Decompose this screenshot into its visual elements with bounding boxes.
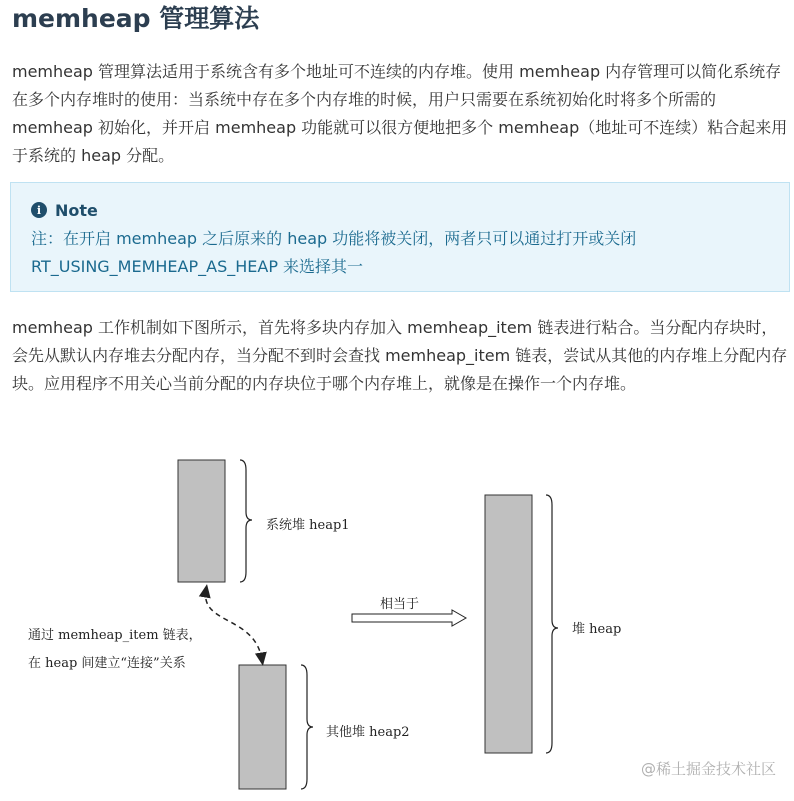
note-title: Note bbox=[55, 200, 98, 220]
combined-heap-label: 堆 heap bbox=[572, 622, 622, 637]
heap2-label: 其他堆 heap2 bbox=[326, 725, 410, 740]
note-header bbox=[31, 197, 769, 223]
info-icon: i bbox=[31, 202, 47, 218]
heap1-label: 系统堆 heap1 bbox=[266, 518, 350, 533]
intro-paragraph: memheap 管理算法适用于系统含有多个地址可不连续的内存堆。使用 memheap 内存管理可以简化系统存在多个内存堆时的使用：当系统中存在多个内存堆的时候，用户只需要在系统初始化时将多个所需的 memheap 初始化，并开启 memheap 功能就可以很方便地把多个 memheap（地址可不连续）粘合起来用于系统的 heap 分配。 bbox=[12, 62, 788, 165]
link-label-line2: 在 heap 间建立“连接”关系 bbox=[28, 656, 186, 671]
heap1-block bbox=[178, 460, 225, 582]
page-title: memheap 管理算法 bbox=[12, 4, 260, 33]
link-label-line1: 通过 memheap_item 链表， bbox=[28, 628, 202, 643]
combined-heap-block bbox=[485, 495, 532, 753]
mechanism-paragraph: memheap 工作机制如下图所示，首先将多块内存加入 memheap_item 链表进行粘合。当分配内存块时，会先从默认内存堆去分配内存，当分配不到时会查找 memheap_item 链表，尝试从其他的内存堆上分配内存块。应用程序不用关心当前分配的内存块位于哪个内存堆上，就像是在操作一个内存堆。 bbox=[12, 318, 788, 393]
heap2-brace bbox=[301, 665, 313, 789]
heap1-brace bbox=[240, 460, 252, 582]
link-arrow bbox=[206, 590, 262, 660]
equivalence-arrow bbox=[352, 610, 466, 626]
memheap-diagram bbox=[0, 440, 794, 801]
heap2-block bbox=[239, 665, 286, 789]
note-box bbox=[10, 182, 790, 292]
note-text: 注：在开启 memheap 之后原来的 heap 功能将被关闭，两者只可以通过打开或关闭 RT_USING_MEMHEAP_AS_HEAP 来选择其一 bbox=[31, 229, 637, 276]
arrow-label: 相当于 bbox=[380, 597, 420, 612]
combined-heap-brace bbox=[546, 495, 558, 753]
watermark: @稀土掘金技术社区 bbox=[640, 760, 776, 778]
